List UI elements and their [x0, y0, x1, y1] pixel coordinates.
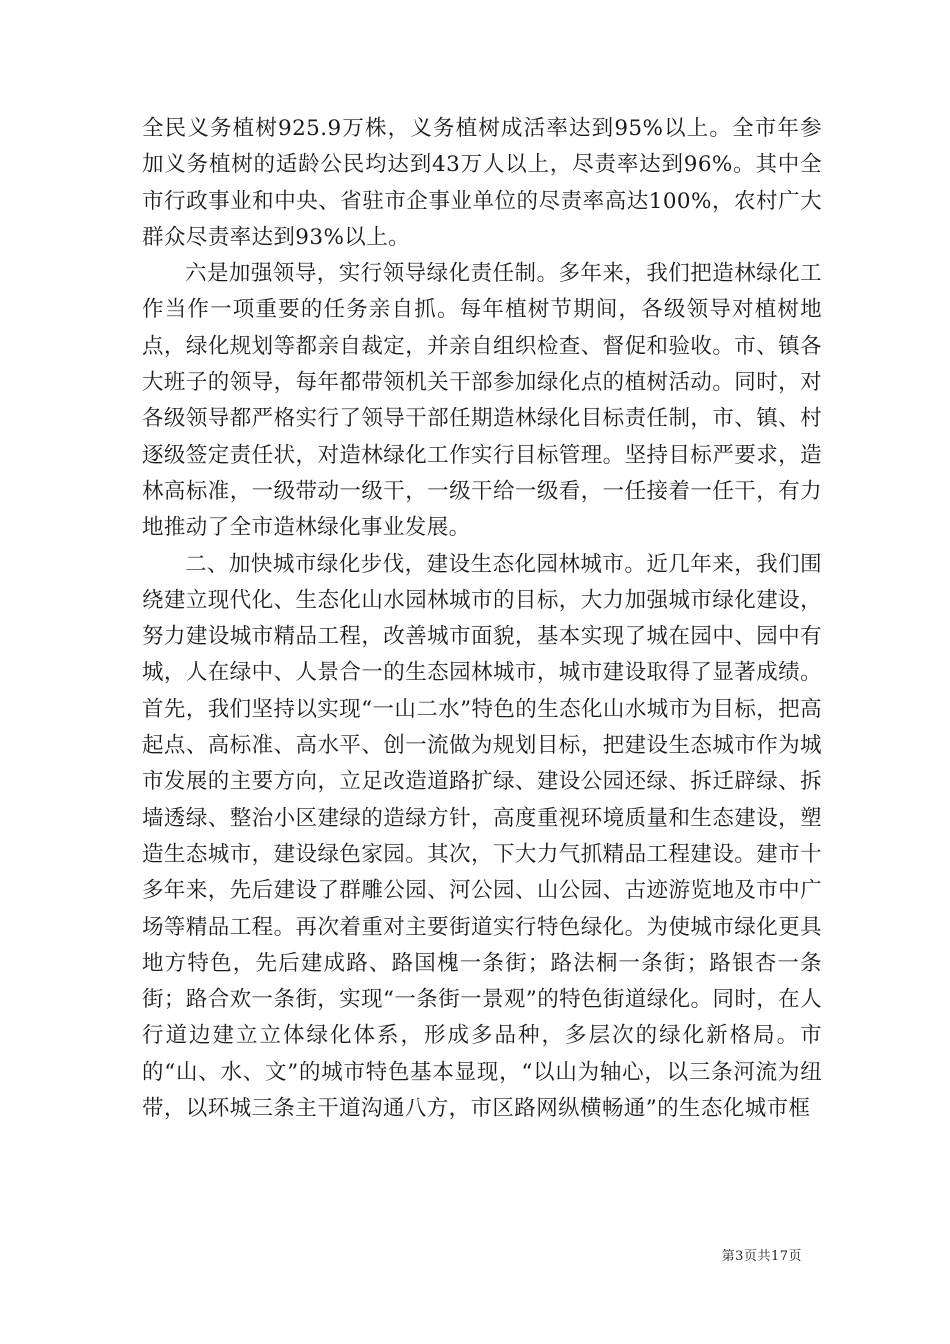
body-text [142, 111, 822, 1127]
paragraph-1: 全民义务植树925.9万株，义务植树成活率达到95%以上。全市年参加义务植树的适龄公民均达到43万人以上，尽责率达到96%。其中全市行政事业和中央、省驻市企事业单位的尽责率高达100%，农村广大群众尽责率达到93%以上。 [142, 116, 822, 250]
page-number-footer: 第3页共17页 [721, 1249, 802, 1264]
paragraph-2: 六是加强领导，实行领导绿化责任制。多年来，我们把造林绿化工作当作一项重要的任务亲自抓。每年植树节期间，各级领导对植树地点，绿化规划等都亲自裁定，并亲自组织检查、督促和验收。市、镇各大班子的领导，每年都带领机关干部参加绿化点的植树活动。同时，对各级领导都严格实行了领导干部任期造林绿化目标责任制，市、镇、村逐级签定责任状，对造林绿化工作实行目标管理。坚持目标严要求，造林高标准，一级带动一级干，一级干给一级看，一任接着一任干，有力地推动了全市造林绿化事业发展。 [142, 261, 822, 541]
paragraph-3: 二、加快城市绿化步伐，建设生态化园林城市。近几年来，我们围绕建立现代化、生态化山水园林城市的目标，大力加强城市绿化建设，努力建设城市精品工程，改善城市面貌，基本实现了城在园中、园中有城，人在绿中、人景合一的生态园林城市，城市建设取得了显著成绩。首先，我们坚持以实现“一山二水”特色的生态化山水城市为目标，把高起点、高标准、高水平、创一流做为规划目标，把建设生态城市作为城市发展的主要方向，立足改造道路扩绿、建设公园还绿、拆迁辟绿、拆墙透绿、整治小区建绿的造绿方针，高度重视环境质量和生态建设，塑造生态城市，建设绿色家园。其次，下大力气抓精品工程建设。建市十多年来，先后建设了群雕公园、河公园、山公园、古迹游览地及市中广场等精品工程。再次着重对主要街道实行特色绿化。为使城市绿化更具地方特色，先后建成路、路国槐一条街；路法桐一条街；路银杏一条街；路合欢一条街，实现“一条街一景观”的特色街道绿化。同时，在人行道边建立立体绿化体系，形成多品种，多层次的绿化新格局。市的“山、水、文”的城市特色基本显现，“以山为轴心，以三条河流为纽带，以环城三条主干道沟通八方，市区路网纵横畅通”的生态化城市框 [142, 551, 822, 1122]
